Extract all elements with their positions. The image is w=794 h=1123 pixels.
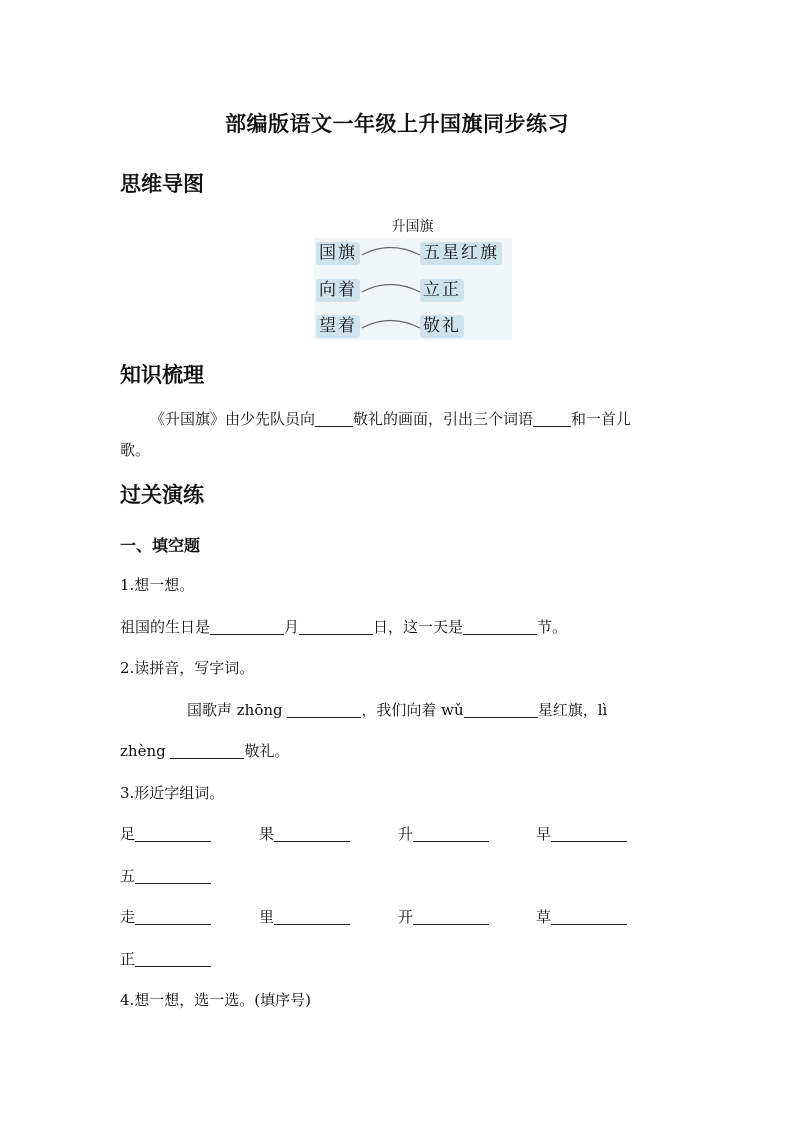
mind-map — [310, 212, 515, 342]
word-cell: 里 — [259, 906, 350, 927]
mind-map-node-left: 国旗 — [316, 242, 360, 265]
mind-map-node-right: 立正 — [420, 279, 464, 302]
section-heading-practice: 过关演练 — [120, 483, 204, 507]
question-group-heading: 一、填空题 — [120, 536, 201, 555]
blank[interactable] — [170, 743, 244, 759]
word-cell: 果 — [259, 823, 350, 844]
blank[interactable] — [413, 826, 489, 842]
question-2-body-line-1: 国歌声 zhōng ，我们向着 wǔ 星红旗，lì — [187, 701, 608, 719]
word-cell: 正 — [120, 948, 211, 969]
mind-map-center: 升国旗 — [391, 219, 434, 235]
blank[interactable] — [135, 951, 211, 967]
mind-map-node-right: 五星红旗 — [420, 242, 502, 265]
blank[interactable] — [274, 826, 350, 842]
blank[interactable] — [464, 702, 538, 718]
section-heading-knowledge: 知识梳理 — [120, 363, 204, 387]
question-3-label: 3.形近字组词。 — [120, 784, 225, 802]
blank[interactable] — [551, 826, 627, 842]
knowledge-line-2: 歌。 — [120, 441, 151, 459]
blank[interactable] — [413, 909, 489, 925]
knowledge-line-1: 《升国旗》由少先队员向 敬礼的画面，引出三个词语 和一首儿 — [150, 410, 632, 428]
word-cell: 开 — [398, 906, 489, 927]
question-1-body: 祖国的生日是 月 日，这一天是 节。 — [120, 618, 568, 636]
question-2-body-line-2: zhèng 敬礼。 — [120, 742, 290, 760]
blank[interactable] — [315, 411, 353, 427]
word-cell: 足 — [120, 823, 211, 844]
blank[interactable] — [533, 411, 571, 427]
blank[interactable] — [463, 619, 537, 635]
blank[interactable] — [299, 619, 373, 635]
blank[interactable] — [135, 826, 211, 842]
mind-map-node-left: 望着 — [316, 315, 360, 338]
word-cell: 升 — [398, 823, 489, 844]
blank[interactable] — [135, 909, 211, 925]
page-title: 部编版语文一年级上升国旗同步练习 — [225, 112, 569, 136]
section-heading-mindmap: 思维导图 — [120, 172, 204, 196]
word-cell: 草 — [536, 906, 627, 927]
mind-map-node-left: 向着 — [316, 279, 360, 302]
blank[interactable] — [274, 909, 350, 925]
blank[interactable] — [135, 868, 211, 884]
blank[interactable] — [210, 619, 284, 635]
word-cell: 走 — [120, 906, 211, 927]
blank[interactable] — [551, 909, 627, 925]
question-4-label: 4.想一想，选一选。(填序号) — [120, 991, 312, 1009]
blank[interactable] — [287, 702, 361, 718]
word-cell: 早 — [536, 823, 627, 844]
word-cell: 五 — [120, 865, 211, 886]
mind-map-node-right: 敬礼 — [420, 315, 464, 338]
question-1-label: 1.想一想。 — [120, 576, 195, 594]
question-2-label: 2.读拼音，写字词。 — [120, 659, 255, 677]
